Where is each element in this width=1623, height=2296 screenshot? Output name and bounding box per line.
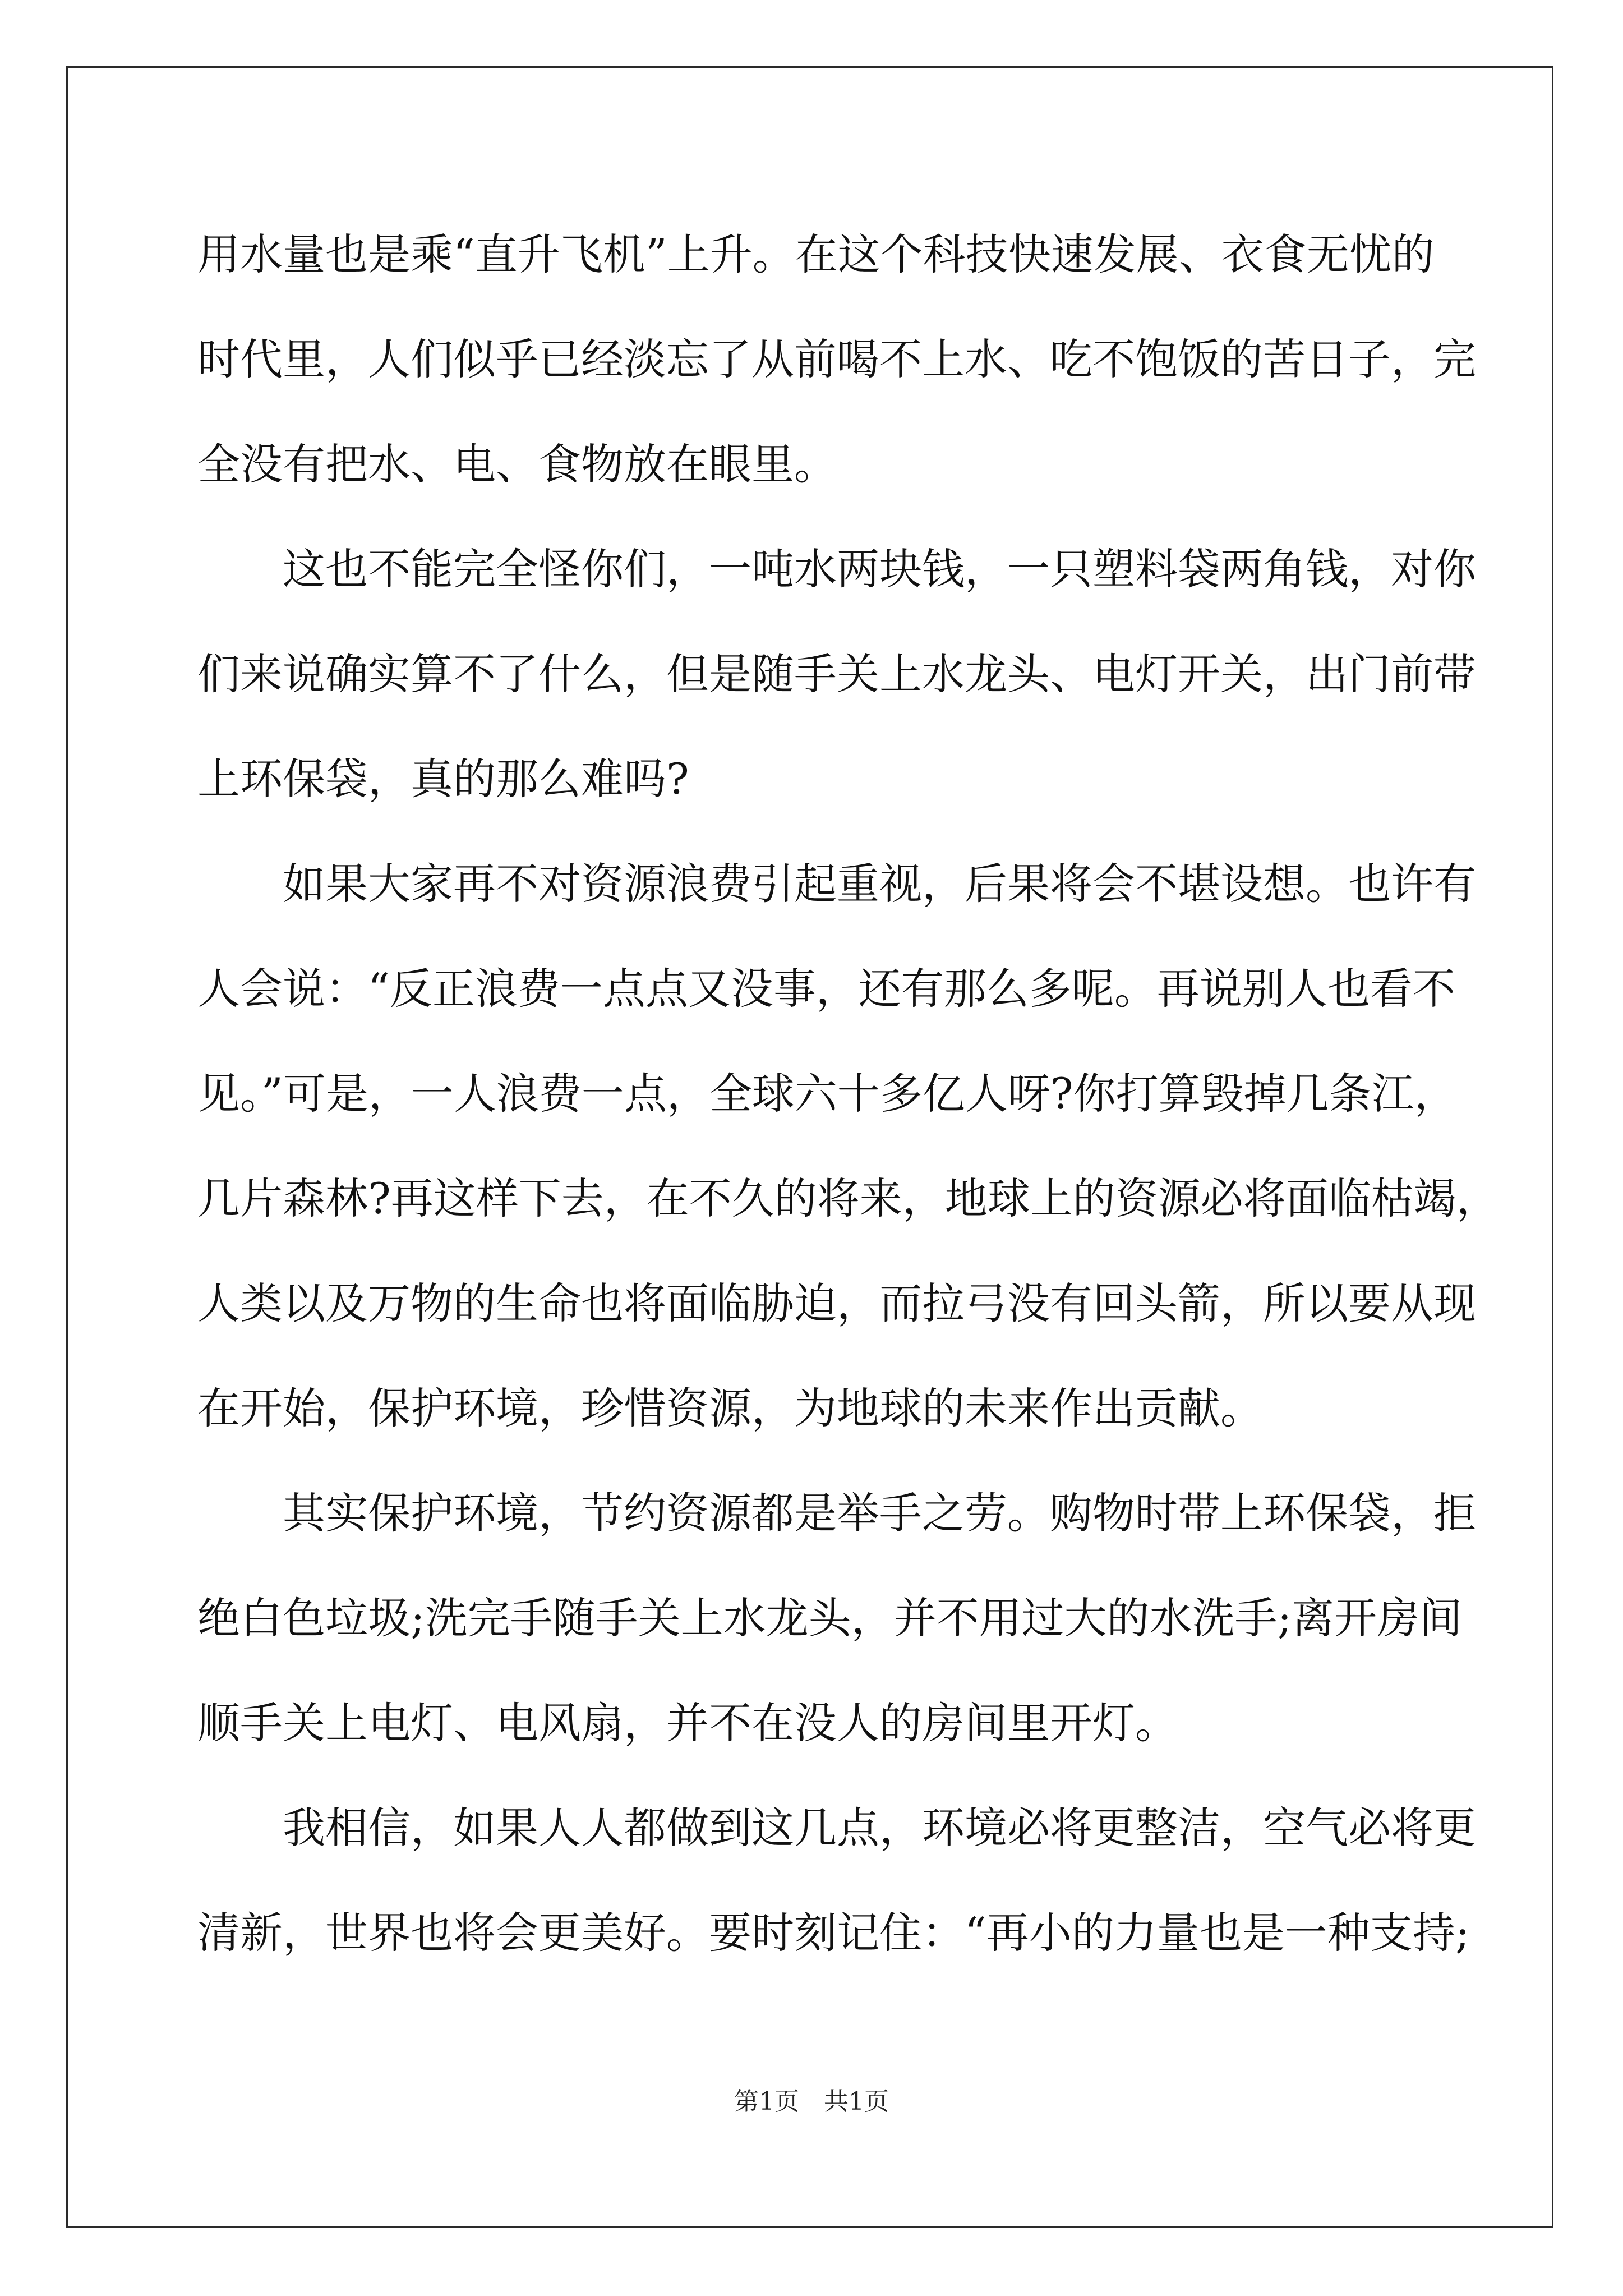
text-line: 其实保护环境，节约资源都是举手之劳。购物时带上环保袋，拒 (283, 1488, 1476, 1538)
document-body (197, 202, 1499, 1985)
text-line: 这也不能完全怪你们，一吨水两块钱，一只塑料袋两角钱，对你 (283, 544, 1476, 594)
text-line: 上环保袋，真的那么难吗? (197, 754, 689, 804)
text-line: 时代里，人们似乎已经淡忘了从前喝不上水、吃不饱饭的苦日子，完 (197, 334, 1476, 384)
text-line: 几片森林?再这样下去，在不久的将来，地球上的资源必将面临枯竭， (197, 1174, 1499, 1223)
text-line: 人类以及万物的生命也将面临胁迫，而拉弓没有回头箭，所以要从现 (197, 1278, 1476, 1328)
text-line: 全没有把水、电、食物放在眼里。 (197, 439, 837, 489)
text-line: 清新，世界也将会更美好。要时刻记住：“再小的力量也是一种支持; (197, 1908, 1470, 1958)
text-line: 用水量也是乘“直升飞机”上升。在这个科技快速发展、衣食无忧的 (197, 229, 1435, 279)
text-line: 见。”可是，一人浪费一点，全球六十多亿人呀?你打算毁掉几条江， (197, 1069, 1457, 1119)
text-line: 绝白色垃圾;洗完手随手关上水龙头，并不用过大的水洗手;离开房间 (197, 1593, 1463, 1643)
page-footer: 第1页 共1页 (734, 2087, 889, 2116)
text-line: 在开始，保护环境，珍惜资源，为地球的未来作出贡献。 (197, 1383, 1263, 1433)
text-line: 人会说：“反正浪费一点点又没事，还有那么多呢。再说别人也看不 (197, 964, 1455, 1014)
text-line: 如果大家再不对资源浪费引起重视，后果将会不堪设想。也许有 (283, 859, 1476, 909)
text-line: 我相信，如果人人都做到这几点，环境必将更整洁，空气必将更 (283, 1803, 1476, 1853)
text-line: 们来说确实算不了什么，但是随手关上水龙头、电灯开关，出门前带 (197, 649, 1476, 699)
text-line: 顺手关上电灯、电风扇，并不在没人的房间里开灯。 (197, 1698, 1178, 1748)
